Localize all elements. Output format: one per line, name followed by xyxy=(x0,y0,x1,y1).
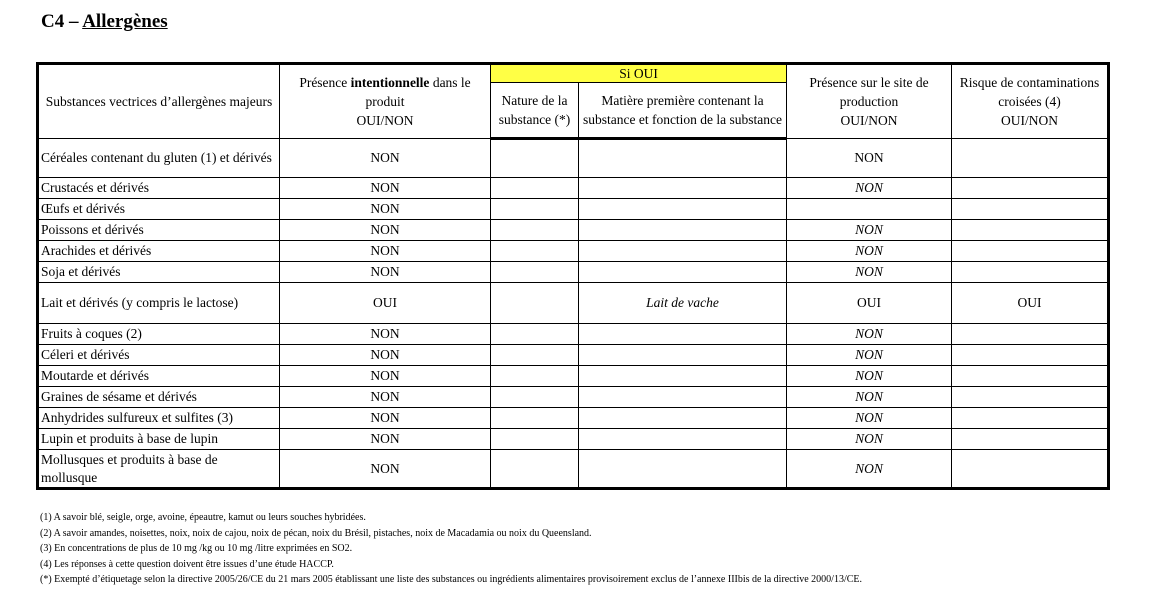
raw-material-cell xyxy=(579,220,787,241)
allergen-name-cell: Œufs et dérivés xyxy=(38,199,280,220)
intentional-presence-cell: NON xyxy=(280,324,491,345)
substance-nature-cell xyxy=(491,283,579,324)
raw-material-cell xyxy=(579,324,787,345)
allergen-name-cell: Lupin et produits à base de lupin xyxy=(38,429,280,450)
allergens-table xyxy=(36,62,1110,490)
substance-nature-cell xyxy=(491,345,579,366)
substance-nature-cell xyxy=(491,199,579,220)
raw-material-cell: Lait de vache xyxy=(579,283,787,324)
header-cross-contamination: Risque de contaminations croisées (4) OUI/NON xyxy=(952,64,1109,139)
raw-material-cell xyxy=(579,429,787,450)
substance-nature-cell xyxy=(491,450,579,489)
intentional-presence-cell: NON xyxy=(280,220,491,241)
footnote: (*) Exempté d’étiquetage selon la directive 2005/26/CE du 21 mars 2005 établissant une liste des substances ou ingrédients alimentaires provisoirement exclus de l’annexe IIIbis de la directive 2000/13/CE. xyxy=(40,574,862,585)
footnote: (1) A savoir blé, seigle, orge, avoine, épeautre, kamut ou leurs souches hybridées. xyxy=(40,512,366,523)
table-row xyxy=(38,450,1109,489)
site-presence-cell: NON xyxy=(787,178,952,199)
table-row xyxy=(38,429,1109,450)
cross-contamination-cell xyxy=(952,324,1109,345)
intentional-presence-cell: NON xyxy=(280,139,491,178)
site-presence-cell: NON xyxy=(787,241,952,262)
substance-nature-cell xyxy=(491,429,579,450)
intentional-presence-cell: NON xyxy=(280,450,491,489)
intentional-presence-cell: NON xyxy=(280,345,491,366)
substance-nature-cell xyxy=(491,262,579,283)
site-presence-cell: NON xyxy=(787,139,952,178)
table-row xyxy=(38,366,1109,387)
footnote: (2) A savoir amandes, noisettes, noix, noix de cajou, noix de pécan, noix du Brésil, pistaches, noix de Macadamia ou noix du Queensland. xyxy=(40,527,592,539)
table-row xyxy=(38,324,1109,345)
cross-contamination-cell xyxy=(952,220,1109,241)
substance-nature-cell xyxy=(491,178,579,199)
allergen-name-cell: Anhydrides sulfureux et sulfites (3) xyxy=(38,408,280,429)
intentional-presence-cell: NON xyxy=(280,178,491,199)
allergen-name-cell: Céleri et dérivés xyxy=(38,345,280,366)
table-row xyxy=(38,199,1109,220)
section-title xyxy=(41,11,168,33)
table-row xyxy=(38,178,1109,199)
site-presence-cell: NON xyxy=(787,345,952,366)
site-presence-cell: NON xyxy=(787,366,952,387)
table-row xyxy=(38,345,1109,366)
allergen-name-cell: Lait et dérivés (y compris le lactose) xyxy=(38,283,280,324)
site-presence-cell: NON xyxy=(787,408,952,429)
intentional-presence-cell: NON xyxy=(280,199,491,220)
substance-nature-cell xyxy=(491,220,579,241)
header-raw-material: Matière première contenant la substance et fonction de la substance xyxy=(579,83,787,139)
intentional-presence-cell: NON xyxy=(280,262,491,283)
site-presence-cell: NON xyxy=(787,387,952,408)
allergen-name-cell: Céréales contenant du gluten (1) et dérivés xyxy=(38,139,280,178)
raw-material-cell xyxy=(579,408,787,429)
intentional-presence-cell: NON xyxy=(280,408,491,429)
site-presence-cell: OUI xyxy=(787,283,952,324)
allergen-name-cell: Moutarde et dérivés xyxy=(38,366,280,387)
site-presence-cell xyxy=(787,199,952,220)
site-presence-cell: NON xyxy=(787,220,952,241)
allergen-name-cell: Soja et dérivés xyxy=(38,262,280,283)
cross-contamination-cell xyxy=(952,429,1109,450)
raw-material-cell xyxy=(579,199,787,220)
table-row xyxy=(38,220,1109,241)
cross-contamination-cell xyxy=(952,199,1109,220)
substance-nature-cell xyxy=(491,408,579,429)
cross-contamination-cell xyxy=(952,387,1109,408)
raw-material-cell xyxy=(579,139,787,178)
substance-nature-cell xyxy=(491,387,579,408)
cross-contamination-cell: OUI xyxy=(952,283,1109,324)
table-row xyxy=(38,139,1109,178)
cross-contamination-cell xyxy=(952,366,1109,387)
table-row xyxy=(38,387,1109,408)
section-number: C4 – xyxy=(41,11,83,32)
allergen-name-cell: Fruits à coques (2) xyxy=(38,324,280,345)
allergen-name-cell: Arachides et dérivés xyxy=(38,241,280,262)
allergen-name-cell: Mollusques et produits à base de mollusque xyxy=(38,450,280,489)
cross-contamination-cell xyxy=(952,345,1109,366)
raw-material-cell xyxy=(579,241,787,262)
cross-contamination-cell xyxy=(952,241,1109,262)
table-row xyxy=(38,408,1109,429)
cross-contamination-cell xyxy=(952,262,1109,283)
cross-contamination-cell xyxy=(952,139,1109,178)
substance-nature-cell xyxy=(491,366,579,387)
cross-contamination-cell xyxy=(952,178,1109,199)
intentional-presence-cell: NON xyxy=(280,429,491,450)
allergen-name-cell: Poissons et dérivés xyxy=(38,220,280,241)
raw-material-cell xyxy=(579,178,787,199)
cross-contamination-cell xyxy=(952,408,1109,429)
table-row xyxy=(38,241,1109,262)
footnote: (4) Les réponses à cette question doivent être issues d’une étude HACCP. xyxy=(40,558,334,570)
substance-nature-cell xyxy=(491,241,579,262)
table-row xyxy=(38,283,1109,324)
substance-nature-cell xyxy=(491,324,579,345)
intentional-presence-cell: NON xyxy=(280,387,491,408)
raw-material-cell xyxy=(579,345,787,366)
raw-material-cell xyxy=(579,366,787,387)
allergen-name-cell: Crustacés et dérivés xyxy=(38,178,280,199)
allergen-name-cell: Graines de sésame et dérivés xyxy=(38,387,280,408)
header-intentional: Présence intentionnelle dans le produit OUI/NON xyxy=(280,64,491,139)
raw-material-cell xyxy=(579,450,787,489)
raw-material-cell xyxy=(579,262,787,283)
substance-nature-cell xyxy=(491,139,579,178)
footnotes xyxy=(40,510,862,588)
header-site: Présence sur le site de production OUI/NON xyxy=(787,64,952,139)
intentional-presence-cell: NON xyxy=(280,366,491,387)
site-presence-cell: NON xyxy=(787,450,952,489)
footnote: (3) En concentrations de plus de 10 mg /kg ou 10 mg /litre exprimées en SO2. xyxy=(40,543,353,554)
cross-contamination-cell xyxy=(952,450,1109,489)
raw-material-cell xyxy=(579,387,787,408)
header-substances: Substances vectrices d’allergènes majeurs xyxy=(38,64,280,139)
site-presence-cell: NON xyxy=(787,262,952,283)
table-row xyxy=(38,262,1109,283)
site-presence-cell: NON xyxy=(787,429,952,450)
site-presence-cell: NON xyxy=(787,324,952,345)
intentional-presence-cell: OUI xyxy=(280,283,491,324)
header-si-oui: Si OUI xyxy=(491,64,787,83)
section-name: Allergènes xyxy=(82,11,168,32)
header-nature: Nature de la substance (*) xyxy=(491,83,579,139)
intentional-presence-cell: NON xyxy=(280,241,491,262)
